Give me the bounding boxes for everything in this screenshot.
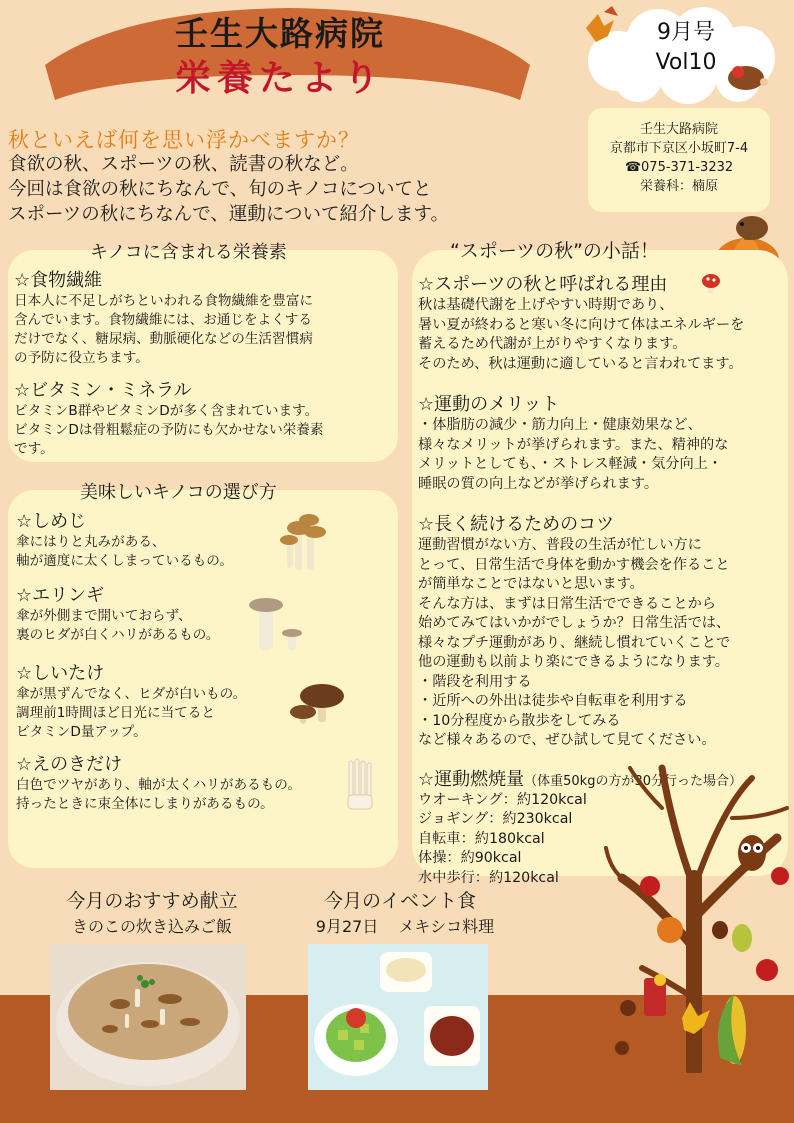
apple-icon xyxy=(640,876,660,896)
info-address: 京都市下京区小坂町7-4 xyxy=(609,141,749,156)
apple-icon xyxy=(771,867,789,885)
vitamin-line: ビタミンB群やビタミンDが多く含まれています。 xyxy=(14,403,319,419)
intro-text xyxy=(8,152,449,227)
eringi-icon xyxy=(245,596,305,652)
autumn-tree-illustration xyxy=(602,748,794,1073)
tips-line: など様々あるので、ぜひ試して見てください。 xyxy=(418,732,716,748)
reason-line: そのため、秋は運動に適していると言われてます。 xyxy=(418,355,743,372)
tips-line: ・10分程度から散歩をしてみる xyxy=(418,712,621,729)
reason-line: 蓄えるため代謝が上がりやすくなります。 xyxy=(418,336,687,352)
fiber-line: だけでなく、糖尿病、動脈硬化などの生活習慣病 xyxy=(14,331,313,347)
item-heading: ☆しいたけ xyxy=(16,663,105,684)
issue-volume: Vol10 xyxy=(655,50,717,75)
burn-line: 体操：約90kcal xyxy=(418,850,522,866)
merit-line: ・体脂肪の減少・筋力向上・健康効果など、 xyxy=(418,417,702,433)
mexican-meal-photo xyxy=(308,944,488,1090)
pear-icon xyxy=(732,924,752,952)
hospital-info-box xyxy=(588,108,770,212)
item-line: 調理前1時間ほど日光に当てると xyxy=(16,705,215,721)
tips-line: とって、日常生活で身体を動かす機会を作ること xyxy=(418,556,730,573)
reason-line: 秋は基礎代謝を上げやすい時期であり、 xyxy=(418,297,674,313)
chestnut-icon xyxy=(712,921,728,939)
merit-line: メリットとしても、・ストレス軽減・気分向上・ xyxy=(418,456,723,472)
tips-line: が簡単なことではないと思います。 xyxy=(418,576,644,592)
info-phone: ☎075-371-3232 xyxy=(624,160,734,175)
takikomi-gohan-photo xyxy=(50,944,246,1090)
selection-item-shimeji xyxy=(16,507,233,571)
tips-line: ・近所への外出は徒歩や自転車を利用する xyxy=(418,693,688,709)
fiber-line: 日本人に不足しがちといわれる食物繊維を豊富に xyxy=(14,293,314,309)
tips-line: ・階段を利用する xyxy=(418,673,532,690)
item-line: 傘にはりと丸みがある、 xyxy=(16,534,166,550)
info-dept: 栄養科：楠原 xyxy=(639,179,718,194)
apple-icon xyxy=(756,959,778,981)
issue-month: 9月号 xyxy=(657,20,715,45)
nutrients-title: キノコに含まれる栄養素 xyxy=(90,242,287,263)
item-heading: ☆しめじ xyxy=(16,511,87,532)
burn-line: ウオーキング：約120kcal xyxy=(418,791,587,808)
issue-label xyxy=(636,18,736,78)
intro-question: 秋といえば何を思い浮かべますか？ xyxy=(8,128,360,152)
burn-line: 水中歩行：約120kcal xyxy=(418,869,559,886)
fiber-heading: ☆食物繊維 xyxy=(14,270,103,291)
event-subtitle xyxy=(290,914,520,937)
event-title: 今月のイベント食 xyxy=(323,890,476,912)
item-line: ビタミンD量アップ。 xyxy=(16,724,147,740)
menu-dish: きのこの炊き込みご飯 xyxy=(71,917,232,936)
selection-item-shiitake xyxy=(16,659,246,742)
enoki-icon xyxy=(343,755,378,813)
sports-title: “スポーツの秋”の小話！ xyxy=(450,240,659,262)
intro-line: スポーツの秋にちなんで、運動について紹介します。 xyxy=(8,204,450,225)
reason-line: 暑い夏が終わると寒い冬に向けて体はエネルギーを xyxy=(418,316,745,333)
selection-item-enoki xyxy=(16,750,301,814)
item-line: 裏のヒダが白くハリがあるもの。 xyxy=(16,627,220,643)
fiber-line: の予防に役立ちます。 xyxy=(14,350,149,366)
merit-line: 様々なメリットが挙げられます。また、精神的な xyxy=(418,436,729,453)
corn-icon xyxy=(718,994,746,1066)
burn-line: ジョギング：約230kcal xyxy=(418,811,573,827)
owl-icon xyxy=(738,835,766,871)
shimeji-icon xyxy=(275,510,335,575)
shiitake-icon xyxy=(288,680,348,730)
intro-line: 食欲の秋、スポーツの秋、読書の秋など。 xyxy=(8,154,359,175)
event-date: 9月27日 xyxy=(315,917,379,936)
item-heading: ☆エリンギ xyxy=(16,585,105,606)
tips-line: 運動習慣がない方、普段の生活が忙しい方に xyxy=(418,537,702,553)
item-line: 持ったときに束全体にしまりがあるもの。 xyxy=(16,796,274,812)
vitamin-line: です。 xyxy=(14,441,54,457)
burn-note: （体重50kgの方が30分行った場合） xyxy=(524,773,743,789)
hospital-name: 壬生大路病院 xyxy=(175,14,385,53)
selection-item-eringi xyxy=(16,581,219,645)
menu-title: 今月のおすすめ献立 xyxy=(66,890,238,912)
vitamin-line: ビタミンDは骨粗鬆症の予防にも欠かせない栄養素 xyxy=(14,422,324,438)
newsletter-title: 栄養たより xyxy=(174,58,385,99)
tips-heading: ☆長く続けるためのコツ xyxy=(418,514,615,535)
vitamin-heading: ☆ビタミン・ミネラル xyxy=(14,380,192,401)
event-dish: メキシコ料理 xyxy=(398,917,495,936)
merit-heading: ☆運動のメリット xyxy=(418,394,560,415)
item-line: 傘が黒ずんでなく、ヒダが白いもの。 xyxy=(16,686,247,702)
info-name: 壬生大路病院 xyxy=(639,122,718,137)
juice-glass-icon xyxy=(644,974,666,1016)
intro-line: 今回は食欲の秋にちなんで、旬のキノコについてと xyxy=(8,179,432,200)
nutrients-content xyxy=(14,266,324,459)
tips-line: 様々なプチ運動があり、継続し慣れていくことで xyxy=(418,634,731,651)
persimmon-icon xyxy=(657,917,683,943)
fiber-line: 含んでいます。食物繊維には、お通じをよくする xyxy=(14,312,312,328)
item-line: 白色でツヤがあり、軸が太くハリがあるもの。 xyxy=(16,777,301,793)
item-line: 傘が外側まで開いておらず、 xyxy=(16,608,192,624)
reason-heading: ☆スポーツの秋と呼ばれる理由 xyxy=(418,274,668,295)
item-line: 軸が適度に太くしまっているもの。 xyxy=(16,553,233,569)
burn-line: 自転車：約180kcal xyxy=(418,830,545,847)
tips-line: 始めてみてはいかがでしょうか？日常生活では、 xyxy=(418,615,731,631)
burn-heading: ☆運動燃焼量 xyxy=(418,768,525,790)
merit-line: 睡眠の質の向上などが挙げられます。 xyxy=(418,475,659,492)
selection-title: 美味しいキノコの選び方 xyxy=(80,482,277,503)
tips-line: そんな方は、まずは日常生活でできることから xyxy=(418,595,716,612)
item-heading: ☆えのきだけ xyxy=(16,754,123,775)
tips-line: 他の運動も以前より楽にできるようになります。 xyxy=(418,654,729,670)
